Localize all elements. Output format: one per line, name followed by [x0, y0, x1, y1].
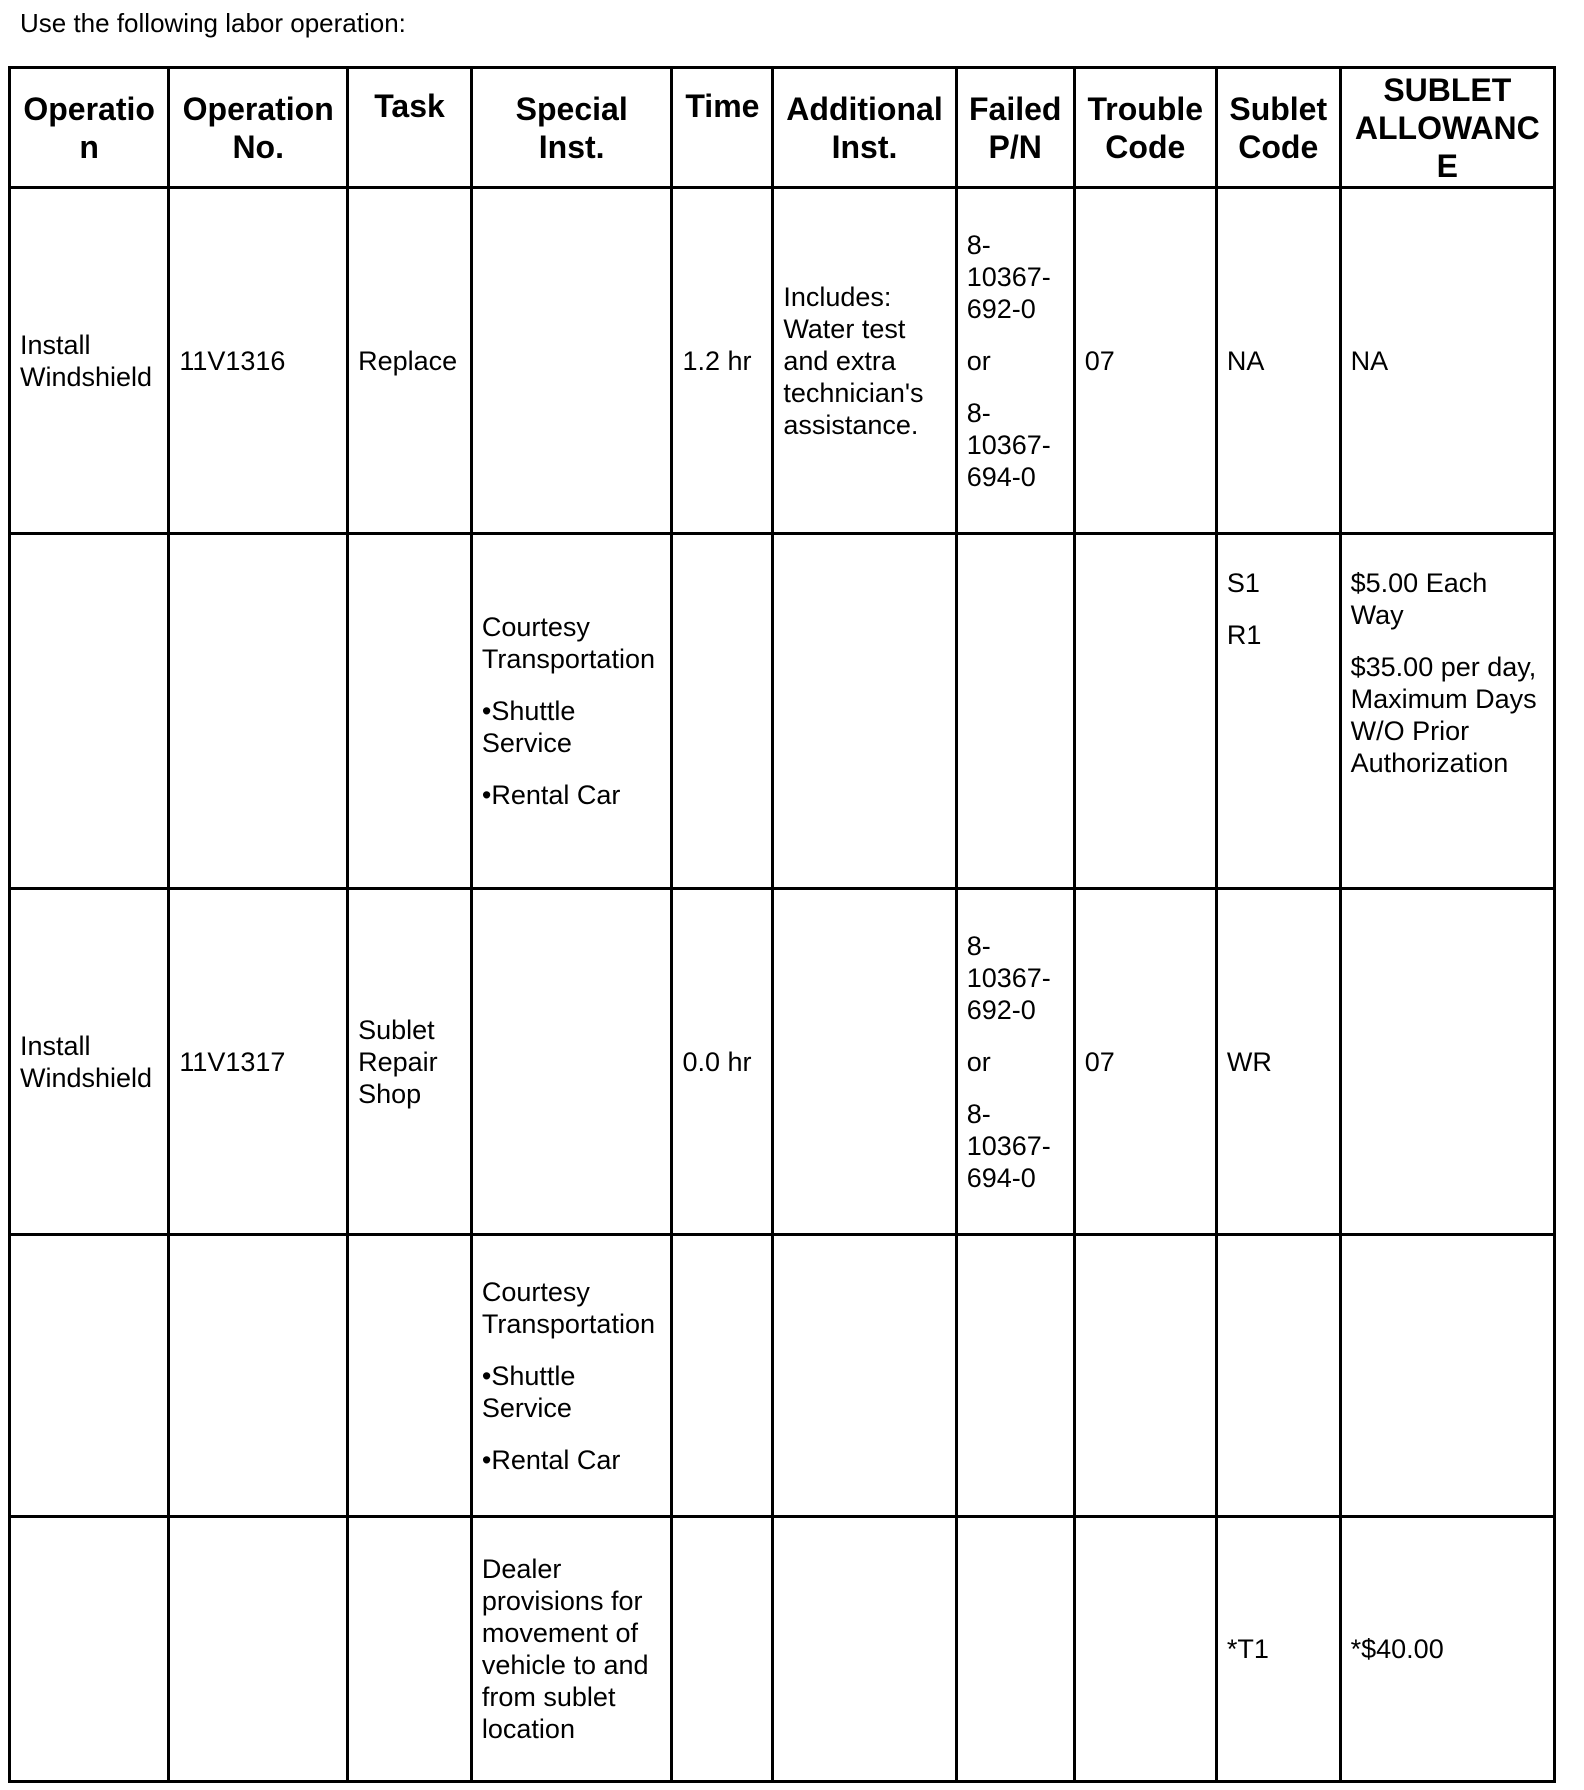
cell-operation-no [169, 1517, 348, 1782]
cell-task [348, 1517, 472, 1782]
cell-failed-pn [956, 1517, 1074, 1782]
header-sublet-code: Sublet Code [1216, 68, 1340, 188]
cell-failed-pn [956, 889, 1074, 1235]
cell-sublet-allowance [1340, 1235, 1554, 1517]
header-additional-inst: Additional Inst. [773, 68, 956, 188]
cell-sublet-code: NA [1216, 188, 1340, 534]
cell-time [672, 1235, 773, 1517]
cell-sublet-code [1216, 534, 1340, 889]
header-row [10, 68, 1555, 188]
cell-additional-inst [773, 1517, 956, 1782]
header-failed-pn: Failed P/N [956, 68, 1074, 188]
cell-trouble-code [1074, 1517, 1216, 1782]
cell-sublet-code [1216, 1235, 1340, 1517]
cell-additional-inst [773, 534, 956, 889]
cell-task [348, 534, 472, 889]
cell-time: 1.2 hr [672, 188, 773, 534]
cell-task: Sublet Repair Shop [348, 889, 472, 1235]
header-operation: Operation [10, 68, 169, 188]
sublet-allowance-line-1: $5.00 Each Way [1350, 568, 1488, 630]
cell-special-inst [471, 188, 672, 534]
cell-task [348, 1235, 472, 1517]
header-sublet-allowance: SUBLET ALLOWANCE [1340, 68, 1554, 188]
failed-pn-1: 8-10367-692-0 [966, 930, 1051, 1025]
cell-operation [10, 1517, 169, 1782]
special-inst-item: •Rental Car [481, 1444, 621, 1475]
failed-pn-or: or [966, 345, 991, 376]
cell-trouble-code [1074, 534, 1216, 889]
cell-special-inst [471, 1235, 672, 1517]
header-operation-no: Operation No. [169, 68, 348, 188]
special-inst-item: •Rental Car [481, 780, 621, 810]
failed-pn-or: or [966, 1046, 991, 1077]
cell-operation: Install Windshield [10, 889, 169, 1235]
cell-operation: Install Windshield [10, 188, 169, 534]
cell-time [672, 1517, 773, 1782]
failed-pn-2: 8-10367-694-0 [966, 1098, 1051, 1193]
cell-special-inst [471, 889, 672, 1235]
header-special-inst: Special Inst. [471, 68, 672, 188]
cell-sublet-code: *T1 [1216, 1517, 1340, 1782]
sublet-allowance-line-2: $35.00 per day, Maximum Days W/O Prior Authorization [1350, 652, 1537, 778]
cell-additional-inst: Includes: Water test and extra technician's assistance. [773, 188, 956, 534]
cell-failed-pn [956, 188, 1074, 534]
intro-text: Use the following labor operation: [20, 8, 406, 38]
special-inst-title: Courtesy Transportation [481, 612, 655, 674]
table-row [10, 534, 1555, 889]
cell-additional-inst [773, 1235, 956, 1517]
cell-trouble-code [1074, 1235, 1216, 1517]
header-task: Task [348, 68, 472, 188]
cell-sublet-code: WR [1216, 889, 1340, 1235]
table-row [10, 889, 1555, 1235]
header-trouble-code: Trouble Code [1074, 68, 1216, 188]
labor-operation-table [8, 66, 1556, 1783]
failed-pn-2: 8-10367-694-0 [966, 397, 1051, 492]
special-inst-item: •Shuttle Service [481, 696, 576, 758]
cell-operation-no [169, 1235, 348, 1517]
cell-special-inst: Dealer provisions for movement of vehicle to and from sublet location [471, 1517, 672, 1782]
cell-operation [10, 534, 169, 889]
table-row [10, 1235, 1555, 1517]
cell-trouble-code: 07 [1074, 889, 1216, 1235]
cell-operation [10, 1235, 169, 1517]
cell-trouble-code: 07 [1074, 188, 1216, 534]
cell-special-inst [471, 534, 672, 889]
cell-sublet-allowance: *$40.00 [1340, 1517, 1554, 1782]
cell-failed-pn [956, 534, 1074, 889]
cell-failed-pn [956, 1235, 1074, 1517]
special-inst-item: •Shuttle Service [481, 1360, 576, 1423]
special-inst-title: Courtesy Transportation [481, 1276, 655, 1339]
sublet-code-2: R1 [1226, 620, 1262, 650]
failed-pn-1: 8-10367-692-0 [966, 229, 1051, 324]
sublet-code-1: S1 [1226, 568, 1260, 598]
table-row [10, 188, 1555, 534]
cell-operation-no: 11V1317 [169, 889, 348, 1235]
cell-time: 0.0 hr [672, 889, 773, 1235]
cell-operation-no: 11V1316 [169, 188, 348, 534]
table-row [10, 1517, 1555, 1782]
cell-sublet-allowance [1340, 534, 1554, 889]
cell-additional-inst [773, 889, 956, 1235]
cell-sublet-allowance: NA [1340, 188, 1554, 534]
cell-task: Replace [348, 188, 472, 534]
cell-time [672, 534, 773, 889]
cell-operation-no [169, 534, 348, 889]
cell-sublet-allowance [1340, 889, 1554, 1235]
header-time: Time [672, 68, 773, 188]
